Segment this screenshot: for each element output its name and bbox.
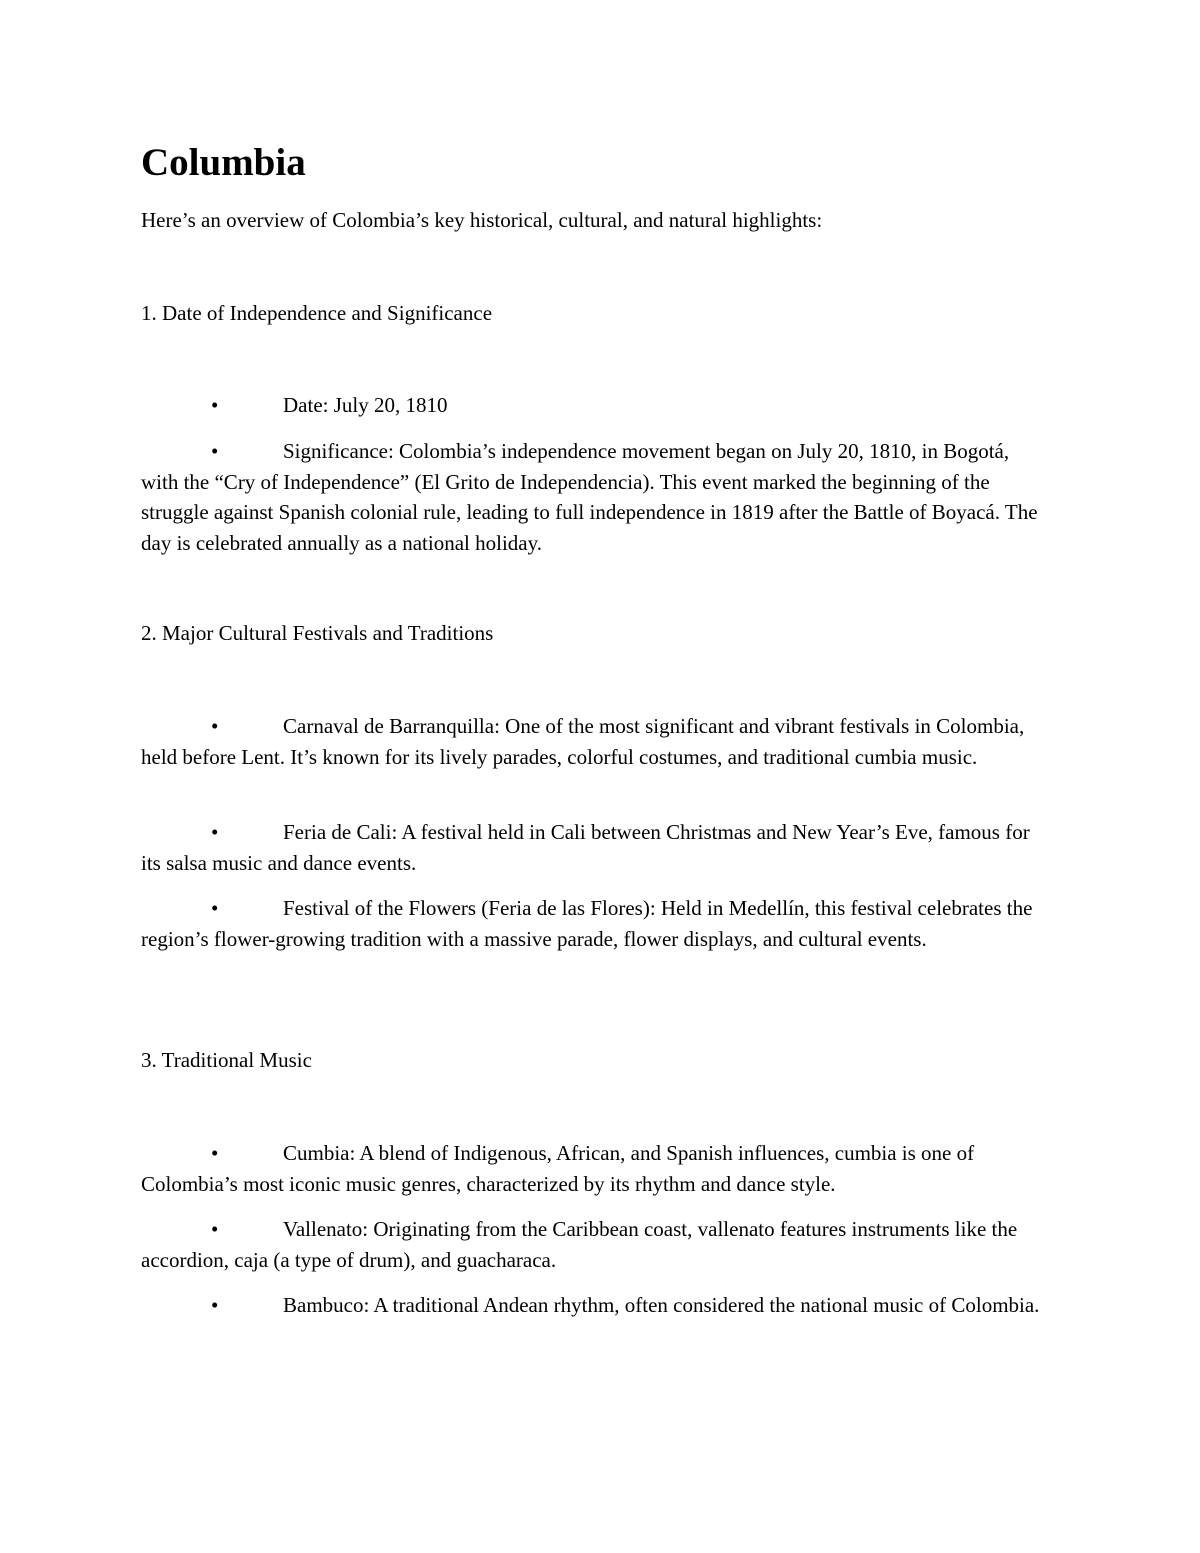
bullet-icon: •: [211, 820, 219, 844]
list-item-text: Date: July 20, 1810: [283, 393, 448, 417]
list-item: [141, 390, 1046, 421]
bullet-icon: •: [211, 714, 219, 738]
list-item: [141, 1290, 1046, 1321]
list-item: [141, 1138, 1046, 1199]
bullet-icon: •: [211, 896, 219, 920]
list-item-text: Vallenato: Originating from the Caribbean coast, vallenato features instruments like the accordion, caja (a type of drum), and guacharaca.: [141, 1217, 1018, 1272]
bullet-icon: •: [211, 1141, 219, 1165]
section-heading-festivals: 2. Major Cultural Festivals and Traditions: [141, 621, 494, 645]
document-title: Columbia: [141, 141, 306, 184]
bullet-icon: •: [211, 439, 219, 463]
list-item-text: Bambuco: A traditional Andean rhythm, often considered the national music of Colombia.: [283, 1293, 1040, 1317]
list-item: [141, 436, 1046, 558]
list-item: [141, 817, 1046, 878]
document-page: [141, 0, 1046, 1553]
list-item: [141, 711, 1046, 772]
list-item: [141, 1214, 1046, 1275]
list-item-text: Significance: Colombia’s independence movement began on July 20, 1810, in Bogotá, with the “Cry of Independence” (El Grito de Independencia). This event marked the beginning of the struggle against Spanish colonial rule, leading to full independence in 1819 after the Battle of Boyacá. The day is celebrated annually as a national holiday.: [141, 439, 1038, 555]
section-heading-independence: 1. Date of Independence and Significance: [141, 301, 493, 325]
list-item: [141, 893, 1046, 954]
list-item-text: Cumbia: A blend of Indigenous, African, and Spanish influences, cumbia is one of Colombia’s most iconic music genres, characterized by its rhythm and dance style.: [141, 1141, 975, 1196]
section-heading-music: 3. Traditional Music: [141, 1048, 312, 1072]
bullet-icon: •: [211, 1293, 219, 1317]
list-item-text: Festival of the Flowers (Feria de las Flores): Held in Medellín, this festival celebrates the region’s flower-growing tradition with a massive parade, flower displays, and cultural events.: [141, 896, 1033, 951]
list-item-text: Carnaval de Barranquilla: One of the most significant and vibrant festivals in Colombia, held before Lent. It’s known for its lively parades, colorful costumes, and traditional cumbia music.: [141, 714, 1025, 769]
bullet-icon: •: [211, 1217, 219, 1241]
list-item-text: Feria de Cali: A festival held in Cali between Christmas and New Year’s Eve, famous for its salsa music and dance events.: [141, 820, 1030, 875]
intro-paragraph: Here’s an overview of Colombia’s key historical, cultural, and natural highlights:: [141, 208, 823, 232]
bullet-icon: •: [211, 393, 219, 417]
